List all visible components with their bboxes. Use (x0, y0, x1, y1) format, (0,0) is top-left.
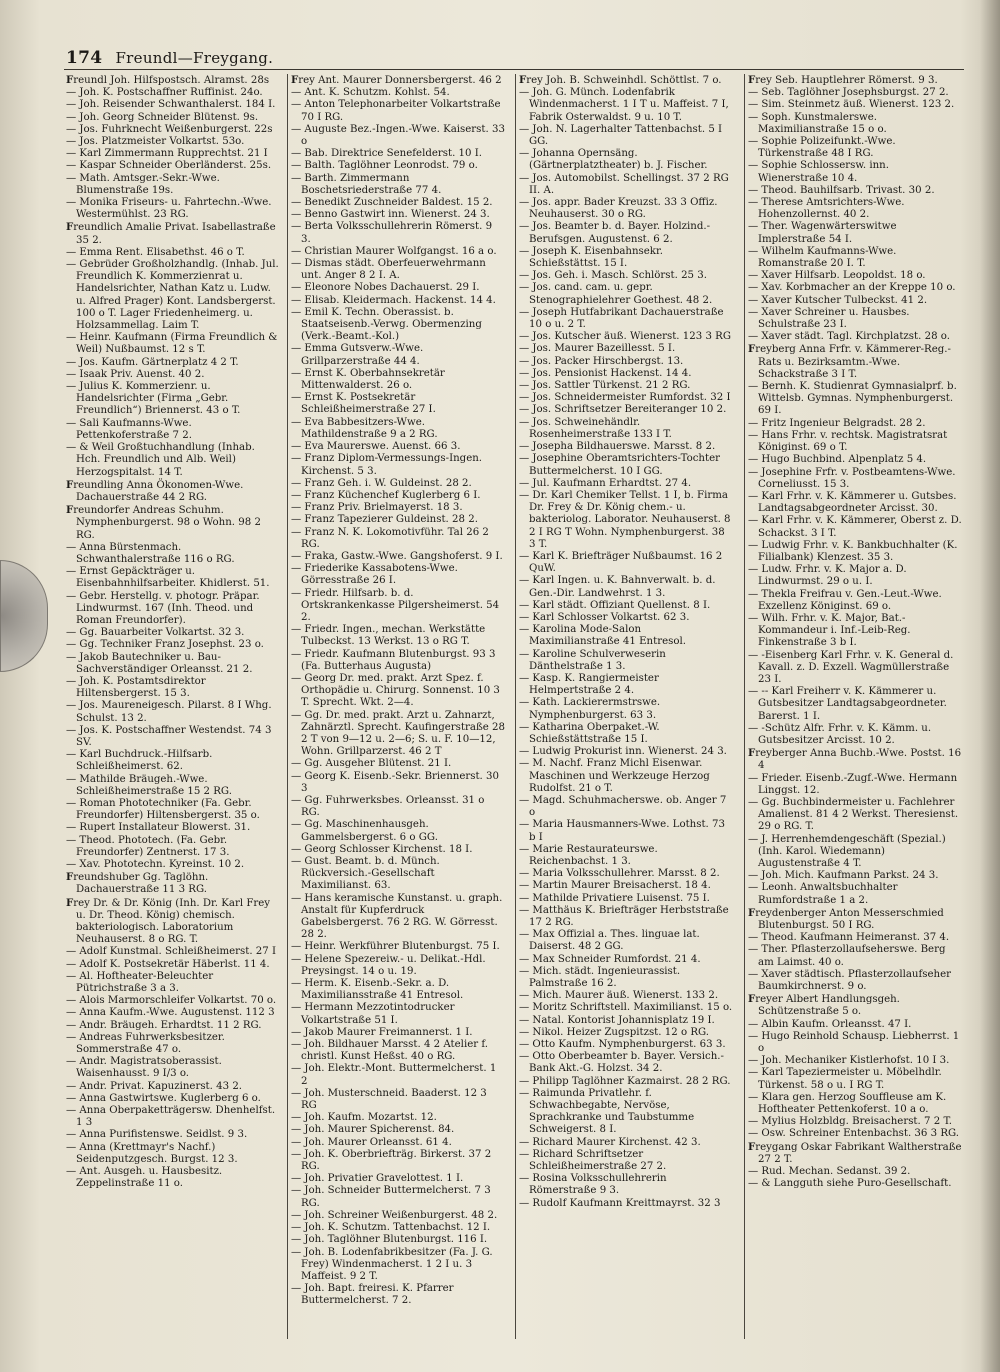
directory-entry: — Jos. Kutscher äuß. Wienerst. 123 3 RG (519, 331, 731, 343)
directory-entry: — Fraka, Gastw.-Wwe. Gangshoferst. 9 I. (291, 550, 503, 562)
directory-entry: Freundl Joh. Hilfspostsch. Alramst. 28s (66, 74, 270, 86)
directory-entry: — Franz Diplom-Vermessungs-Ingen. Kirchenst. 5 3. (291, 453, 483, 477)
directory-entry: — Joh. Mechaniker Kistlerhofst. 10 I 3. (748, 1055, 950, 1067)
column-divider (515, 74, 516, 1339)
directory-entry: — Soph. Kunstmalerswe. Maximilianstraße 15 o o. (748, 111, 887, 135)
directory-entry: — Georg Dr. med. prakt. Arzt Spez. f. Orthopädie u. Chirurg. Sonnenst. 10 3 T. Sprecht. Wkt. 2—4. (291, 672, 500, 709)
directory-entry: — Eva Babbesitzers-Wwe. Mathildenstraße 9 a 2 RG. (291, 416, 438, 440)
directory-entry: — Nikol. Heizer Zugspitzst. 12 o RG. (519, 1026, 710, 1038)
directory-entry: — -- Karl Freiherr v. K. Kämmerer u. Gutsbesitzer Landtagsabgeordneter. Barerst. 1 I. (748, 686, 947, 722)
directory-entry: — Jos. Platzmeister Volkartst. 53o. (66, 136, 245, 148)
directory-entry: — Isaak Priv. Auenst. 40 2. (66, 368, 205, 380)
directory-entry: — Adolf Kunstmal. Schleißheimerst. 27 I (66, 946, 277, 958)
directory-entry: — Franz Geh. i. W. Guldeinst. 28 2. (291, 477, 472, 489)
directory-entry: — Ernst K. Oberbahnsekretär Mittenwalderst. 26 o. (291, 367, 445, 392)
directory-entry: Freydenberger Anton Messerschmied Blutenburgst. 50 I RG. (748, 906, 944, 932)
directory-entry: — Dr. Karl Chemiker Tellst. 1 I, b. Firma Dr. Frey & Dr. König chem.- u. bakteriolog. Laborator. Neuhauserst. 8 2 I RG T Wohn. Nymphenburgerst. 38 3 T. (519, 489, 731, 550)
directory-entry: — Gebr. Herstellg. v. photogr. Präpar. Lindwurmst. 167 (Inh. Theod. und Roman Freundorfer). (66, 590, 260, 626)
directory-entry: — Andreas Fuhrwerksbesitzer. Sommerstraße 47 o. (66, 1031, 225, 1056)
directory-entry: — Karl Frhr. v. K. Kämmerer, Oberst z. D. Schackst. 3 I T. (748, 515, 962, 539)
directory-entry: — Julius K. Kommerzienr. u. Handelsrichter (Firma „Gebr. Freundlich“) Briennerst. 43 o T. (66, 381, 241, 417)
directory-entry: — Benedikt Zuschneider Baldest. 15 2. (291, 197, 493, 209)
directory-entry: — Jos. Sattler Türkenst. 21 2 RG. (519, 380, 691, 392)
directory-entry: — Jos. K. Postschaffner Westendst. 74 3 SV. (66, 724, 272, 748)
directory-entry: — Leonh. Anwaltsbuchhalter Rumfordstraße 1 a 2. (748, 882, 898, 906)
directory-entry: — Heinr. Kaufmann (Firma Freundlich & Weil) Nußbaumst. 12 s T. (66, 332, 278, 356)
directory-entry: — Jos. Fuhrknecht Weißenburgerst. 22s (66, 123, 273, 135)
directory-entry: — M. Nachf. Franz Michl Eisenwar. Maschinen und Werkzeuge Herzog Rudolfst. 21 o T. (519, 758, 710, 794)
directory-entry: — Karl städt. Offiziant Quellenst. 8 I. (519, 599, 711, 611)
directory-entry: — Theod. Phototech. (Fa. Gebr. Freundorfer) Zentnerst. 17 3. (66, 834, 230, 858)
directory-entry: — Math. Amtsger.-Sekr.-Wwe. Blumenstraße 19s. (66, 172, 220, 196)
directory-entry: — Hermann Mezzotintodrucker Volkartstraße 51 I. (291, 1002, 455, 1026)
directory-entry: — Emil K. Techn. Oberassist. b. Staatseisenb.-Verwg. Obermenzing (Verk.-Beamt.-Kol.) (291, 306, 482, 343)
directory-entry: — Seb. Taglöhner Josephsburgst. 27 2. (748, 87, 949, 99)
directory-entry: — -Schütz Alfr. Frhr. v. K. Kämm. u. Gutsbesitzer Arcisst. 10 2. (748, 722, 932, 746)
directory-entry: — Joh. Maurer Spicherenst. 84. (291, 1124, 455, 1136)
directory-entry: — Jos. Schweinehändlr. Rosenheimerstraße 133 I T. (519, 416, 672, 440)
directory-entry: — Jakob Bautechniker u. Bau-Sachverständiger Orleansst. 21 2. (66, 651, 253, 675)
directory-entry: — Sophie Polizeifunkt.-Wwe. Türkenstraße 48 I RG. (748, 136, 896, 160)
directory-entry: — Magd. Schuhmacherswe. ob. Anger 7 o (519, 794, 727, 819)
directory-entry: — Xav. Phototechn. Kyreinst. 10 2. (66, 859, 245, 870)
directory-entry: — Friederike Kassabotens-Wwe. Görresstraße 26 I. (291, 563, 458, 587)
directory-entry: — Helene Spezereiw.- u. Delikat.-Hdl. Preysingst. 14 o u. 19. (291, 953, 486, 977)
directory-entry: — Jos. Beamter b. d. Bayer. Holzind.-Berufsgen. Augustenst. 6 2. (519, 221, 711, 245)
directory-entry: — Franz Tapezierer Guldeinst. 28 2. (291, 514, 478, 526)
directory-entry: — Jul. Kaufmann Erhardtst. 27 4. (519, 477, 692, 489)
directory-entry: — Otto Oberbeamter b. Bayer. Versich.-Bank Akt.-G. Holzst. 34 2. (519, 1051, 724, 1075)
directory-column-3 (519, 74, 733, 1344)
page-edge-shadow (980, 0, 1000, 1372)
column-divider (744, 74, 745, 1339)
directory-entry: — Friedr. Hilfsarb. b. d. Ortskrankenkasse Pilgersheimerst. 54 2. (291, 587, 500, 623)
directory-entry: — Anna (Krettmayr's Nachf.) Seidenputzgesch. Burgst. 12 3. (66, 1141, 238, 1165)
directory-entry: — Kaspar Schneider Oberländerst. 25s. (66, 160, 272, 172)
directory-entry: — Xav. Korbmacher an der Kreppe 10 o. (748, 282, 956, 294)
directory-entry: — Joh. N. Lagerhalter Tattenbachst. 5 I GG. (519, 123, 723, 148)
directory-entry: — Hans Frhr. v. rechtsk. Magistratsrat Königinst. 69 o T. (748, 429, 948, 454)
directory-entry: — Franz Priv. Brielmayerst. 18 3. (291, 502, 463, 514)
directory-entry: — Josephine Oberamtsrichters-Tochter Buttermelcherst. 10 I GG. (519, 453, 720, 477)
running-head: Freundl—Freygang. (115, 49, 274, 67)
directory-entry: Frey Ant. Maurer Donnersbergerst. 46 2 (291, 74, 502, 86)
directory-entry: — Philipp Taglöhner Kazmairst. 28 2 RG. (519, 1075, 731, 1087)
directory-entry: — Herm. K. Eisenb.-Sekr. a. D. Maximiliansstraße 41 Entresol. (291, 978, 464, 1002)
directory-entry: — Mathilde Bräugeh.-Wwe. Schleißheimerstraße 15 2 RG. (66, 773, 232, 797)
directory-entry: Freundling Anna Ökonomen-Wwe. Dachauerstraße 44 2 RG. (66, 478, 244, 503)
directory-entry: — Joh. K. Schutzm. Tattenbachst. 12 I. (291, 1222, 491, 1234)
directory-entry: — Auguste Bez.-Ingen.-Wwe. Kaiserst. 33 o (291, 123, 505, 148)
directory-entry: — Karl K. Briefträger Nußbaumst. 16 2 QuW. (519, 550, 723, 575)
directory-entry: — Karolina Mode-Salon Maximilianstraße 41 Entresol. (519, 624, 686, 648)
directory-entry: — Joseph K. Eisenbahnsekr. Schießstättst. 15 I. (519, 245, 663, 270)
directory-entry: — Hans keramische Kunstanst. u. graph. Anstalt für Kupferdruck Gabelsbergerst. 76 2 RG. W. Görresst. 28 2. (291, 892, 503, 941)
directory-entry: — Andr. Privat. Kapuzinerst. 43 2. (66, 1080, 243, 1092)
directory-entry: — Thekla Freifrau v. Gen.-Leut.-Wwe. Exzellenz Königinst. 69 o. (748, 588, 942, 612)
directory-entry: Freyberger Anna Buchb.-Wwe. Postst. 16 4 (748, 747, 962, 772)
directory-entry: — Max Schneider Rumfordst. 21 4. (519, 953, 701, 965)
directory-entry: Frey Dr. & Dr. König (Inh. Dr. Karl Frey u. Dr. Theod. König) chemisch. bakteriologisch. Laboratorium Neuhauserst. 8 o RG. T. (66, 896, 271, 946)
directory-entry: — Karl Tapeziermeister u. Möbelhdlr. Türkenst. 58 o u. I RG T. (748, 1067, 942, 1091)
directory-entry: — Xaver städt. Tagl. Kirchplatzst. 28 o. (748, 331, 950, 343)
directory-entry: — Ther. Pflasterzollaufseherswe. Berg am Laimst. 40 o. (748, 944, 946, 968)
directory-entry: — Elisab. Kleidermach. Hackenst. 14 4. (291, 294, 496, 306)
directory-entry: — Martin Maurer Breisacherst. 18 4. (519, 880, 711, 892)
directory-entry: — Mylius Holzbldg. Breisacherst. 7 2 T. (748, 1116, 952, 1128)
directory-entry: — Ant. Ausgeh. u. Hausbesitz. Zeppelinstraße 11 o. (66, 1166, 223, 1190)
directory-column-4 (748, 74, 962, 1344)
directory-entry: — Ernst K. Postsekretär Schleißheimerstraße 27 I. (291, 392, 436, 416)
directory-entry: — Gg. Fuhrwerksbes. Orleansst. 31 o RG. (291, 794, 485, 819)
directory-entry: — -Eisenberg Karl Frhr. v. K. General d. Kavall. z. D. Exzell. Wagmüllerstraße 23 I. (748, 649, 954, 685)
directory-entry: — Fritz Ingenieur Belgradst. 28 2. (748, 417, 926, 429)
directory-column-1 (66, 74, 280, 1344)
directory-entry: — Gg. Ausgeher Blütenst. 21 I. (291, 758, 452, 770)
directory-entry: — Xaver städtisch. Pflasterzollaufseher Baumkirchnerst. 9 o. (748, 968, 951, 993)
directory-entry: — Jos. Schneidermeister Rumfordst. 32 I (519, 392, 731, 404)
directory-entry: — Karl Schlosser Volkartst. 62 3. (519, 611, 690, 623)
directory-entry: — Xaver Schreiner u. Hausbes. Schulstraße 23 I. (748, 306, 910, 331)
directory-entry: — Berta Volksschullehrerin Römerst. 9 3. (291, 221, 493, 245)
directory-entry: — Karl Frhr. v. K. Kämmerer u. Gutsbes. Landtagsabgeordneter Arcisst. 30. (748, 490, 957, 515)
directory-entry: — Heinr. Werkführer Blutenburgst. 75 I. (291, 941, 500, 953)
directory-entry: — Joh. Musterschneid. Baaderst. 12 3 RG (291, 1087, 487, 1112)
directory-entry: — Georg Schlosser Kirchenst. 18 I. (291, 843, 473, 855)
directory-entry: — Joh. G. Münch. Lodenfabrik Windenmacherst. 1 I T u. Maffeist. 7 I, Fabrik Osterwaldst. 9 u. 10 T. (519, 87, 729, 123)
directory-entry: — Friedr. Kaufmann Blutenburgst. 93 3 (Fa. Butterhaus Augusta) (291, 648, 496, 672)
directory-entry: — Xaver Kutscher Tulbeckst. 41 2. (748, 294, 928, 306)
directory-entry: — Xaver Hilfsarb. Leopoldst. 18 o. (748, 270, 926, 282)
directory-entry: — Joh. Taglöhner Blutenburgst. 116 I. (291, 1234, 488, 1246)
directory-entry: — Jos. Kaufm. Gärtnerplatz 4 2 T. (66, 356, 239, 368)
directory-entry: — Bab. Direktrice Senefelderst. 10 I. (291, 148, 483, 160)
directory-entry: — Jos. Geh. i. Masch. Schlörst. 25 3. (519, 270, 707, 282)
directory-entry: — Jos. appr. Bader Kreuzst. 33 3 Offiz. Neuhauserst. 30 o RG. (519, 197, 718, 221)
directory-entry: — Gebrüder Großholzhandlg. (Inhab. Jul. Freundlich K. Kommerzienrat u. Handelsrichter, Nathan Katz u. Ludw. u. Alfred Prager) Kont. Landsbergerst. 100 o T. Lager Friedenheimerg. u. Holzsammellag. Laim T. (66, 259, 279, 332)
directory-entry: — Anna Purifistenswe. Seidlst. 9 3. (66, 1129, 248, 1141)
directory-entry: — Jakob Maurer Freimannerst. 1 I. (291, 1026, 473, 1038)
directory-entry: — Joh. Bildhauer Marsst. 4 2 Atelier f. christl. Kunst Heßst. 40 o RG. (291, 1039, 488, 1063)
directory-entry: — Sophie Schlossersw. inn. Wienerstraße 10 4. (748, 160, 889, 184)
directory-entry: — Andr. Bräugeh. Erhardtst. 11 2 RG. (66, 1019, 262, 1031)
directory-entry: — Jos. Schriftsetzer Bereiteranger 10 2. (519, 404, 727, 416)
directory-entry: — Karl Zimmermann Rupprechtst. 21 I (66, 148, 268, 160)
directory-entry: — Karl Ingen. u. K. Bahnverwalt. b. d. Gen.-Dir. Landwehrst. 1 3. (519, 575, 716, 599)
directory-entry: Frey Seb. Hauptlehrer Römerst. 9 3. (748, 74, 938, 86)
directory-entry: — Jos. Automobilst. Schellingst. 37 2 RG II. A. (519, 172, 729, 196)
directory-entry: — Anton Telephonarbeiter Volkartstraße 70 I RG. (291, 99, 501, 123)
directory-entry: Freygang Oskar Fabrikant Waltherstraße 27 2 T. (748, 1140, 962, 1165)
directory-entry: — Ludwig Prokurist inn. Wienerst. 24 3. (519, 746, 727, 758)
directory-entry: — Jos. Packer Hirschbergst. 13. (519, 355, 684, 367)
directory-entry: — Rupert Installateur Blowerst. 31. (66, 822, 251, 834)
directory-entry: Freundlich Amalie Privat. Isabellastraße 35 2. (66, 221, 276, 246)
directory-entry: — Rudolf Kaufmann Kreittmayrst. 32 3 (519, 1197, 721, 1209)
directory-entry: — Gg. Bauarbeiter Volkartst. 32 3. (66, 627, 245, 639)
directory-entry: — Theod. Bauhilfsarb. Trivast. 30 2. (748, 184, 935, 196)
directory-entry: — Ludwig Frhr. v. K. Bankbuchhalter (K. Filialbank) Klenzest. 35 3. (748, 539, 958, 563)
directory-entry: — Bernh. K. Studienrat Gymnasialprf. b. Wittelsb. Gymnas. Nymphenburgerst. 69 I. (748, 381, 957, 417)
directory-entry: — Joh. B. Lodenfabrikbesitzer (Fa. J. G. Frey) Windenmacherst. 1 2 I u. 3 Maffeist. 9 2 T. (291, 1246, 493, 1282)
column-divider (287, 74, 288, 1339)
directory-entry: — Klara gen. Herzog Souffleuse am K. Hoftheater Pettenkoferst. 10 a o. (748, 1091, 947, 1116)
directory-entry: — Anna Oberpaketträgersw. Dhenhelfst. 1 3 (66, 1105, 276, 1129)
directory-entry: — Alois Marmorschleifer Volkartst. 70 o. (66, 995, 277, 1007)
directory-entry: — Otto Kaufm. Nymphenburgerst. 63 3. (519, 1039, 726, 1051)
directory-entry: — Joh. Georg Schneider Blütenst. 9s. (66, 111, 259, 123)
directory-entry: — Joh. Privatier Gravelottest. 1 I. (291, 1173, 464, 1185)
directory-entry: — Joh. Schneider Buttermelcherst. 7 3 RG. (291, 1185, 491, 1209)
directory-entry: — Ernst Gepäckträger u. Eisenbahnhilfsarbeiter. Khidlerst. 51. (66, 566, 270, 590)
directory-entry: — & Weil Großtuchhandlung (Inhab. Hch. Freundlich und Alb. Weil) Herzogspitalst. 14 T. (66, 442, 255, 478)
directory-entry: — Joh. K. Postamtsdirektor Hiltensbergerst. 15 3. (66, 675, 206, 700)
directory-entry: — Moritz Schriftstell. Maximilianst. 15 o. (519, 1002, 733, 1014)
directory-entry: — Rosina Volksschullehrerin Römerstraße 9 3. (519, 1173, 667, 1197)
directory-entry: — Karoline Schulverweserin Dänthelstraße 1 3. (519, 648, 666, 672)
directory-entry: — Joh. Maurer Orleansst. 61 4. (291, 1136, 452, 1148)
directory-entry: — Rud. Mechan. Sedanst. 39 2. (748, 1166, 911, 1178)
directory-entry: — Katharina Oberpaket.-W. Schießstättstraße 15 I. (519, 721, 660, 745)
directory-entry: — Mich. städt. Ingenieurassist. Palmstraße 16 2. (519, 965, 681, 990)
directory-entry: — Wilh. Frhr. v. K. Major, Bat.-Kommandeur i. Inf.-Leib-Reg. Finkenstraße 3 b I. (748, 612, 911, 649)
directory-entry: Freundshuber Gg. Taglöhn. Dachauerstraße 11 3 RG. (66, 871, 209, 896)
directory-entry: — Emma Gutsverw.-Wwe. Grillparzerstraße 44 4. (291, 343, 424, 367)
directory-entry: — Christian Maurer Wolfgangst. 16 a o. (291, 245, 497, 257)
directory-entry: — Frieder. Eisenb.-Zugf.-Wwe. Hermann Linggst. 12. (748, 772, 958, 796)
directory-entry: — Richard Maurer Kirchenst. 42 3. (519, 1136, 701, 1148)
directory-entry: — Eva Maurerswe. Auenst. 66 3. (291, 441, 461, 453)
directory-entry: Freyer Albert Handlungsgeh. Schützenstraße 5 o. (748, 993, 900, 1018)
directory-entry: — Theod. Kaufmann Heimeranst. 37 4. (748, 932, 950, 944)
directory-entry: — Marie Restaurateurswe. Reichenbachst. 1 3. (519, 843, 658, 867)
directory-entry: — Jos. Pensionist Hackenst. 14 4. (519, 367, 692, 379)
directory-entry: — Joh. Schreiner Weißenburgerst. 48 2. (291, 1209, 498, 1221)
directory-entry: — Joh. K. Oberbriefträg. Birkerst. 37 2 RG. (291, 1148, 492, 1173)
directory-column-2 (291, 74, 505, 1344)
directory-entry: — Maria Volksschullehrer. Marsst. 8 2. (519, 868, 720, 880)
directory-entry: — Monika Friseurs- u. Fahrtechn.-Wwe. Westermühlst. 23 RG. (66, 197, 272, 221)
binding-clip (0, 560, 48, 672)
directory-entry: — Kasp. K. Rangiermeister Helmpertstraße 2 4. (519, 672, 659, 697)
directory-entry: — Joh. Kaufm. Mozartst. 12. (291, 1112, 437, 1124)
directory-entry: — Hugo Buchbind. Alpenplatz 5 4. (748, 454, 927, 466)
directory-entry: — Joh. K. Postschaffner Ruffinist. 24o. (66, 87, 263, 99)
directory-entry: — Ant. K. Schutzm. Kohlst. 54. (291, 87, 450, 99)
directory-entry: — Natal. Kontorist Johannisplatz 19 I. (519, 1014, 715, 1026)
directory-entry: — Jos. Maurer Bazeillesst. 5 I. (519, 343, 676, 355)
directory-entry: — Maria Hausmanners-Wwe. Lothst. 73 b I (519, 819, 725, 843)
directory-entry: — Karl Buchdruck.-Hilfsarb. Schleißheimerst. 62. (66, 749, 213, 773)
page-number: 174 (66, 48, 103, 68)
directory-entry: — Benno Gastwirt inn. Wienerst. 24 3. (291, 209, 490, 221)
directory-entry: — Friedr. Ingen., mechan. Werkstätte Tulbeckst. 13 Werkst. 13 o RG T. (291, 624, 486, 648)
directory-entry: — Gg. Maschinenhausgeh. Gammelsbergerst. 6 o GG. (291, 819, 438, 843)
directory-entry: — Sali Kaufmanns-Wwe. Pettenkoferstraße 7 2. (66, 417, 192, 441)
directory-entry: — Therese Amtsrichters-Wwe. Hohenzollernst. 40 2. (748, 197, 905, 221)
directory-entry: — Dismas städt. Oberfeuerwehrmann unt. Anger 8 2 I. A. (291, 258, 486, 282)
directory-entry: — Mich. Maurer äuß. Wienerst. 133 2. (519, 990, 719, 1002)
directory-entry: — Matthäus K. Briefträger Herbststraße 17 2 RG. (519, 904, 729, 929)
directory-entry: — Joseph Hutfabrikant Dachauerstraße 10 o u. 2 T. (519, 306, 724, 331)
directory-entry: — Joh. Reisender Schwanthalerst. 184 I. (66, 99, 276, 111)
directory-entry: — Mathilde Privatiere Luisenst. 75 I. (519, 892, 710, 904)
directory-entry: — Emma Rent. Elisabethst. 46 o T. (66, 246, 245, 258)
directory-entry: — Johanna Opernsäng. (Gärtnerplatztheater) b. J. Fischer. (519, 148, 708, 172)
directory-entry: — Adolf K. Postsekretär Häberlst. 11 4. (66, 958, 270, 970)
directory-entry: — Gg. Buchbindermeister u. Fachlehrer Amalienst. 81 4 2 Werkst. Theresienst. 29 o RG. T. (748, 796, 959, 833)
directory-entry: — Wilhelm Kaufmanns-Wwe. Romanstraße 20 I. T. (748, 245, 897, 270)
directory-entry: — Anna Bürstenmach. Schwanthalerstraße 116 o RG. (66, 541, 235, 565)
directory-entry: — Osw. Schreiner Entenbachst. 36 3 RG. (748, 1128, 960, 1140)
directory-entry: — Al. Hoftheater-Beleuchter Pütrichstraße 3 a 3. (66, 970, 214, 995)
directory-entry: — Joh. Elektr.-Mont. Buttermelcherst. 1 2 (291, 1063, 497, 1087)
directory-entry: — Max Offizial a. Thes. linguae lat. Daiserst. 48 2 GG. (519, 929, 700, 953)
directory-entry: — Andr. Magistratsoberassist. Waisenhausst. 9 I/3 o. (66, 1056, 222, 1080)
directory-entry: — Kath. Lackierermstrswe. Nymphenburgerst. 63 3. (519, 697, 661, 721)
directory-entry: — Hugo Reinhold Schausp. Liebherrst. 1 o (748, 1030, 960, 1055)
directory-entry: — Franz N. K. Lokomotivführ. Tal 26 2 RG. (291, 526, 489, 550)
directory-entry: — & Langguth siehe Puro-Gesellschaft. (748, 1178, 952, 1190)
directory-entry: — Franz Küchenchef Kuglerberg 6 I. (291, 489, 481, 501)
page-header (66, 48, 273, 68)
directory-entry: — J. Herrenhemdengeschäft (Spezial.) (Inh. Karol. Wiedemann) Augustenstraße 4 T. (748, 833, 946, 869)
directory-entry: Freyberg Anna Frfr. v. Kämmerer-Reg.-Rats u. Bezirksamtm.-Wwe. Schackstraße 3 I T. (748, 343, 951, 380)
directory-entry: — Eleonore Nobes Dachauerst. 29 I. (291, 282, 480, 294)
directory-entry: — Joh. Mich. Kaufmann Parkst. 24 3. (748, 870, 939, 882)
directory-entry: — Roman Phototechniker (Fa. Gebr. Freundorfer) Hiltensbergerst. 35 o. (66, 797, 260, 822)
directory-entry: — Richard Schriftsetzer Schleißheimerstraße 27 2. (519, 1148, 667, 1173)
directory-entry: Frey Joh. B. Schweinhdl. Schöttlst. 7 o. (519, 74, 722, 86)
directory-entry: — Jos. cand. cam. u. gepr. Stenographielehrer Goethest. 48 2. (519, 282, 713, 306)
directory-entry: — Jos. Maureneigesch. Pilarst. 8 I Whg. Schulst. 13 2. (66, 700, 272, 724)
directory-entry: — Georg K. Eisenb.-Sekr. Briennerst. 30 3 (291, 770, 499, 794)
directory-entry: — Joh. Bapt. freiresi. K. Pfarrer Buttermelcherst. 7 2. (291, 1283, 454, 1307)
directory-entry: — Anna Gastwirtswe. Kuglerberg 6 o. (66, 1092, 261, 1104)
directory-entry: — Anna Kaufm.-Wwe. Augustenst. 112 3 (66, 1007, 275, 1019)
directory-entry: — Josepha Bildhauerswe. Marsst. 8 2. (519, 441, 716, 453)
directory-entry: — Sim. Steinmetz äuß. Wienerst. 123 2. (748, 99, 955, 111)
directory-entry: — Barth. Zimmermann Boschetsriederstraße 77 4. (291, 172, 442, 196)
header-rule (64, 69, 964, 70)
directory-entry: — Albin Kaufm. Orleansst. 47 I. (748, 1018, 912, 1030)
directory-entry: — Ther. Wagenwärterswitwe Implerstraße 54 I. (748, 221, 897, 245)
directory-entry: — Josephine Frfr. v. Postbeamtens-Wwe. Corneliusst. 15 3. (748, 466, 956, 490)
directory-entry: — Balth. Taglöhner Leonrodst. 79 o. (291, 160, 478, 172)
directory-entry: — Ludw. Frhr. v. K. Major a. D. Lindwurmst. 29 o u. I. (748, 564, 907, 588)
directory-entry: — Gg. Techniker Franz Josephst. 23 o. (66, 639, 264, 651)
directory-entry: — Raimunda Privatlehr. f. Schwachbegabte, Nervöse, Sprachkranke und Taubstumme Schweigerst. 8 I. (519, 1087, 695, 1136)
directory-entry: — Gust. Beamt. b. d. Münch. Rückversich.-Gesellschaft Maximilianst. 63. (291, 856, 440, 892)
directory-entry: Freundorfer Andreas Schuhm. Nymphenburgerst. 98 o Wohn. 98 2 RG. (66, 504, 261, 541)
directory-entry: — Gg. Dr. med. prakt. Arzt u. Zahnarzt, Zahnärztl. Sprecht. Kaufingerstraße 28 2 T von 9—12 u. 2—6; S. u. F. 10—12, Wohn. Grillparzerst. 46 2 T (291, 709, 505, 758)
